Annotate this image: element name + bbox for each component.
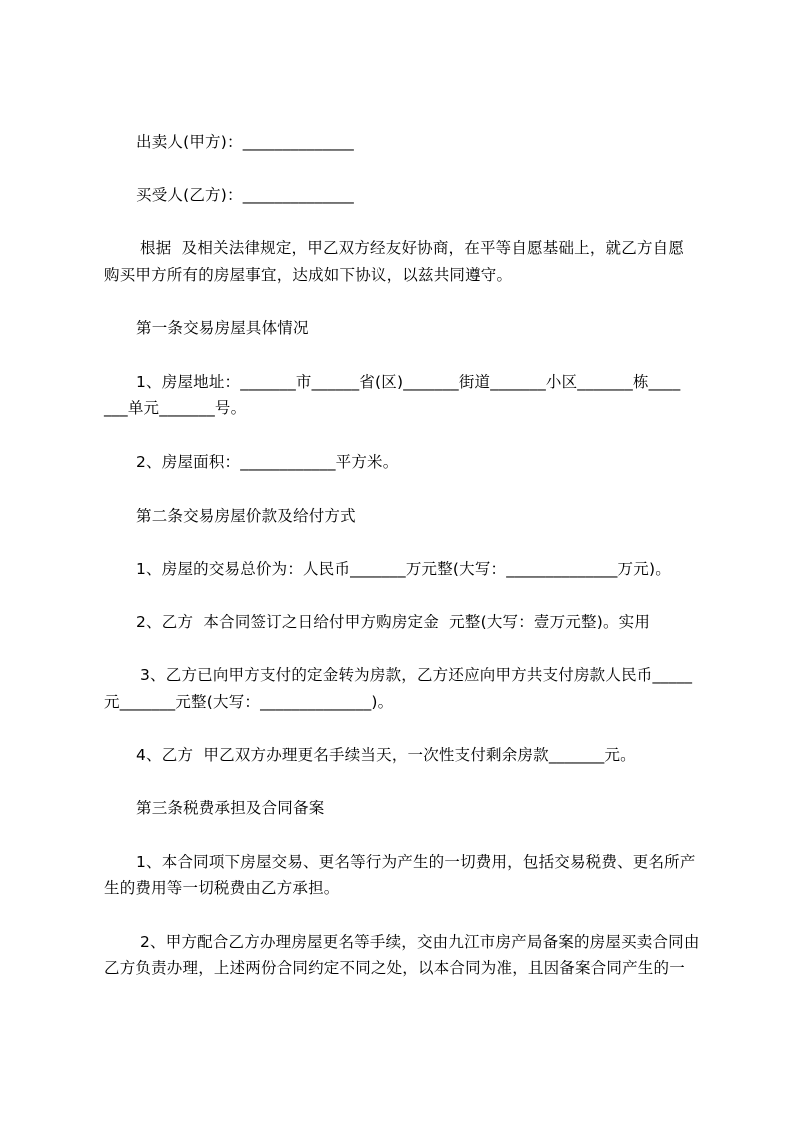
article-3-item-2-line-2: 乙方负责办理，上述两份合同约定不同之处，以本合同为准，且因备案合同产生的一 xyxy=(104,959,685,977)
article-3-heading: 第三条税费承担及合同备案 xyxy=(136,799,325,817)
article-2-heading: 第二条交易房屋价款及给付方式 xyxy=(136,507,356,525)
article-2-item-2: 2、乙方 本合同签订之日给付甲方购房定金 元整(大写：壹万元整)。实用 xyxy=(136,613,651,631)
seller-line: 出卖人(甲方)：______________ xyxy=(136,133,354,151)
article-2-item-4: 4、乙方 甲乙双方办理更名手续当天，一次性支付剩余房款_______元。 xyxy=(136,746,636,764)
article-1-item-2: 2、房屋面积：____________平方米。 xyxy=(136,453,399,471)
article-1-item-1-line-2: ___单元_______号。 xyxy=(104,399,247,417)
article-2-item-1: 1、房屋的交易总价为：人民币_______万元整(大写：______________万元)。 xyxy=(136,560,671,578)
article-1-item-1-line-1: 1、房屋地址：_______市______省(区)_______街道_______小区_______栋____ xyxy=(136,373,681,391)
buyer-line: 买受人(乙方)：______________ xyxy=(136,186,354,204)
preamble-line-2: 购买甲方所有的房屋事宜，达成如下协议，以兹共同遵守。 xyxy=(104,266,513,284)
article-3-item-1-line-1: 1、本合同项下房屋交易、更名等行为产生的一切费用，包括交易税费、更名所产 xyxy=(136,853,696,871)
article-2-item-3-line-1: 3、乙方已向甲方支付的定金转为房款，乙方还应向甲方共支付房款人民币_____ xyxy=(140,666,693,684)
article-3-item-1-line-2: 生的费用等一切税费由乙方承担。 xyxy=(104,879,340,897)
article-2-item-3-line-2: 元_______元整(大写：______________)。 xyxy=(104,693,394,711)
article-3-item-2-line-1: 2、甲方配合乙方办理房屋更名等手续，交由九江市房产局备案的房屋买卖合同由 xyxy=(140,933,700,951)
article-1-heading: 第一条交易房屋具体情况 xyxy=(136,319,309,337)
preamble-line-1: 根据 及相关法律规定，甲乙双方经友好协商，在平等自愿基础上，就乙方自愿 xyxy=(140,239,685,257)
